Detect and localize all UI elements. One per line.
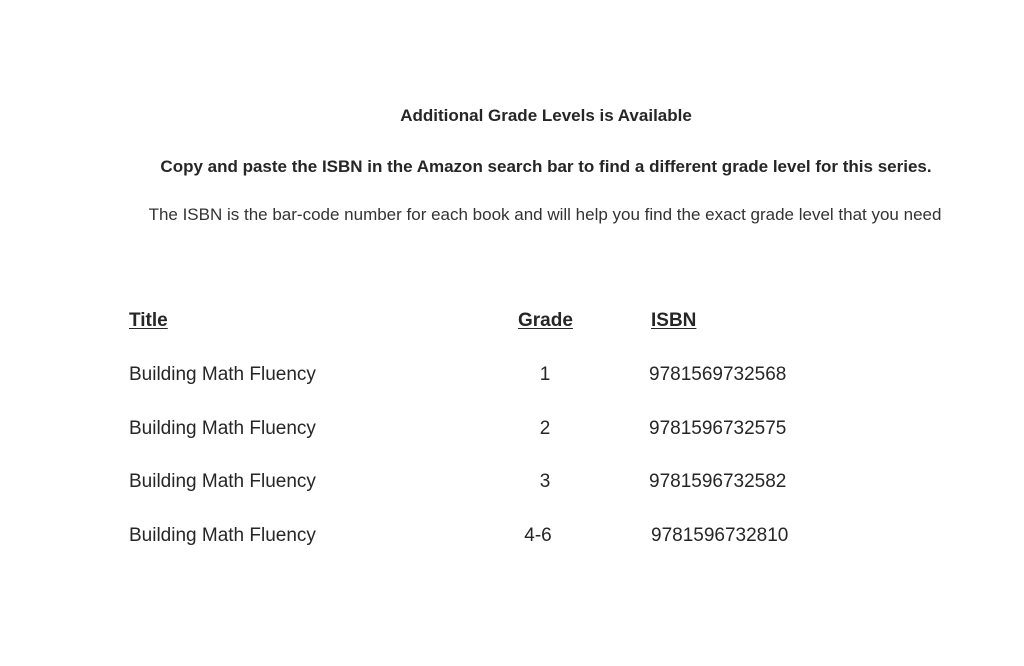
row-grade: 2	[539, 418, 551, 439]
table-row	[0, 418, 1024, 446]
page-heading: Additional Grade Levels is Available	[400, 106, 692, 125]
row-title: Building Math Fluency	[129, 471, 316, 492]
row-title: Building Math Fluency	[129, 418, 316, 439]
table-row	[0, 364, 1024, 392]
row-title: Building Math Fluency	[129, 525, 316, 546]
instruction-text: Copy and paste the ISBN in the Amazon search bar to find a different grade level for this series.	[160, 157, 932, 176]
isbn-note: The ISBN is the bar-code number for each book and will help you find the exact grade level that you need	[148, 205, 942, 224]
column-header-grade: Grade	[518, 310, 573, 331]
table-row	[0, 525, 1024, 553]
row-isbn[interactable]: 9781596732582	[649, 471, 787, 492]
column-header-isbn: ISBN	[651, 310, 697, 331]
row-isbn[interactable]: 9781596732810	[651, 525, 789, 546]
row-title: Building Math Fluency	[129, 364, 316, 385]
table-row	[0, 471, 1024, 499]
row-grade: 4-6	[524, 525, 552, 546]
row-grade: 1	[539, 364, 551, 385]
row-isbn[interactable]: 9781596732575	[649, 418, 787, 439]
row-grade: 3	[539, 471, 551, 492]
column-header-title: Title	[129, 310, 168, 331]
row-isbn[interactable]: 9781569732568	[649, 364, 787, 385]
